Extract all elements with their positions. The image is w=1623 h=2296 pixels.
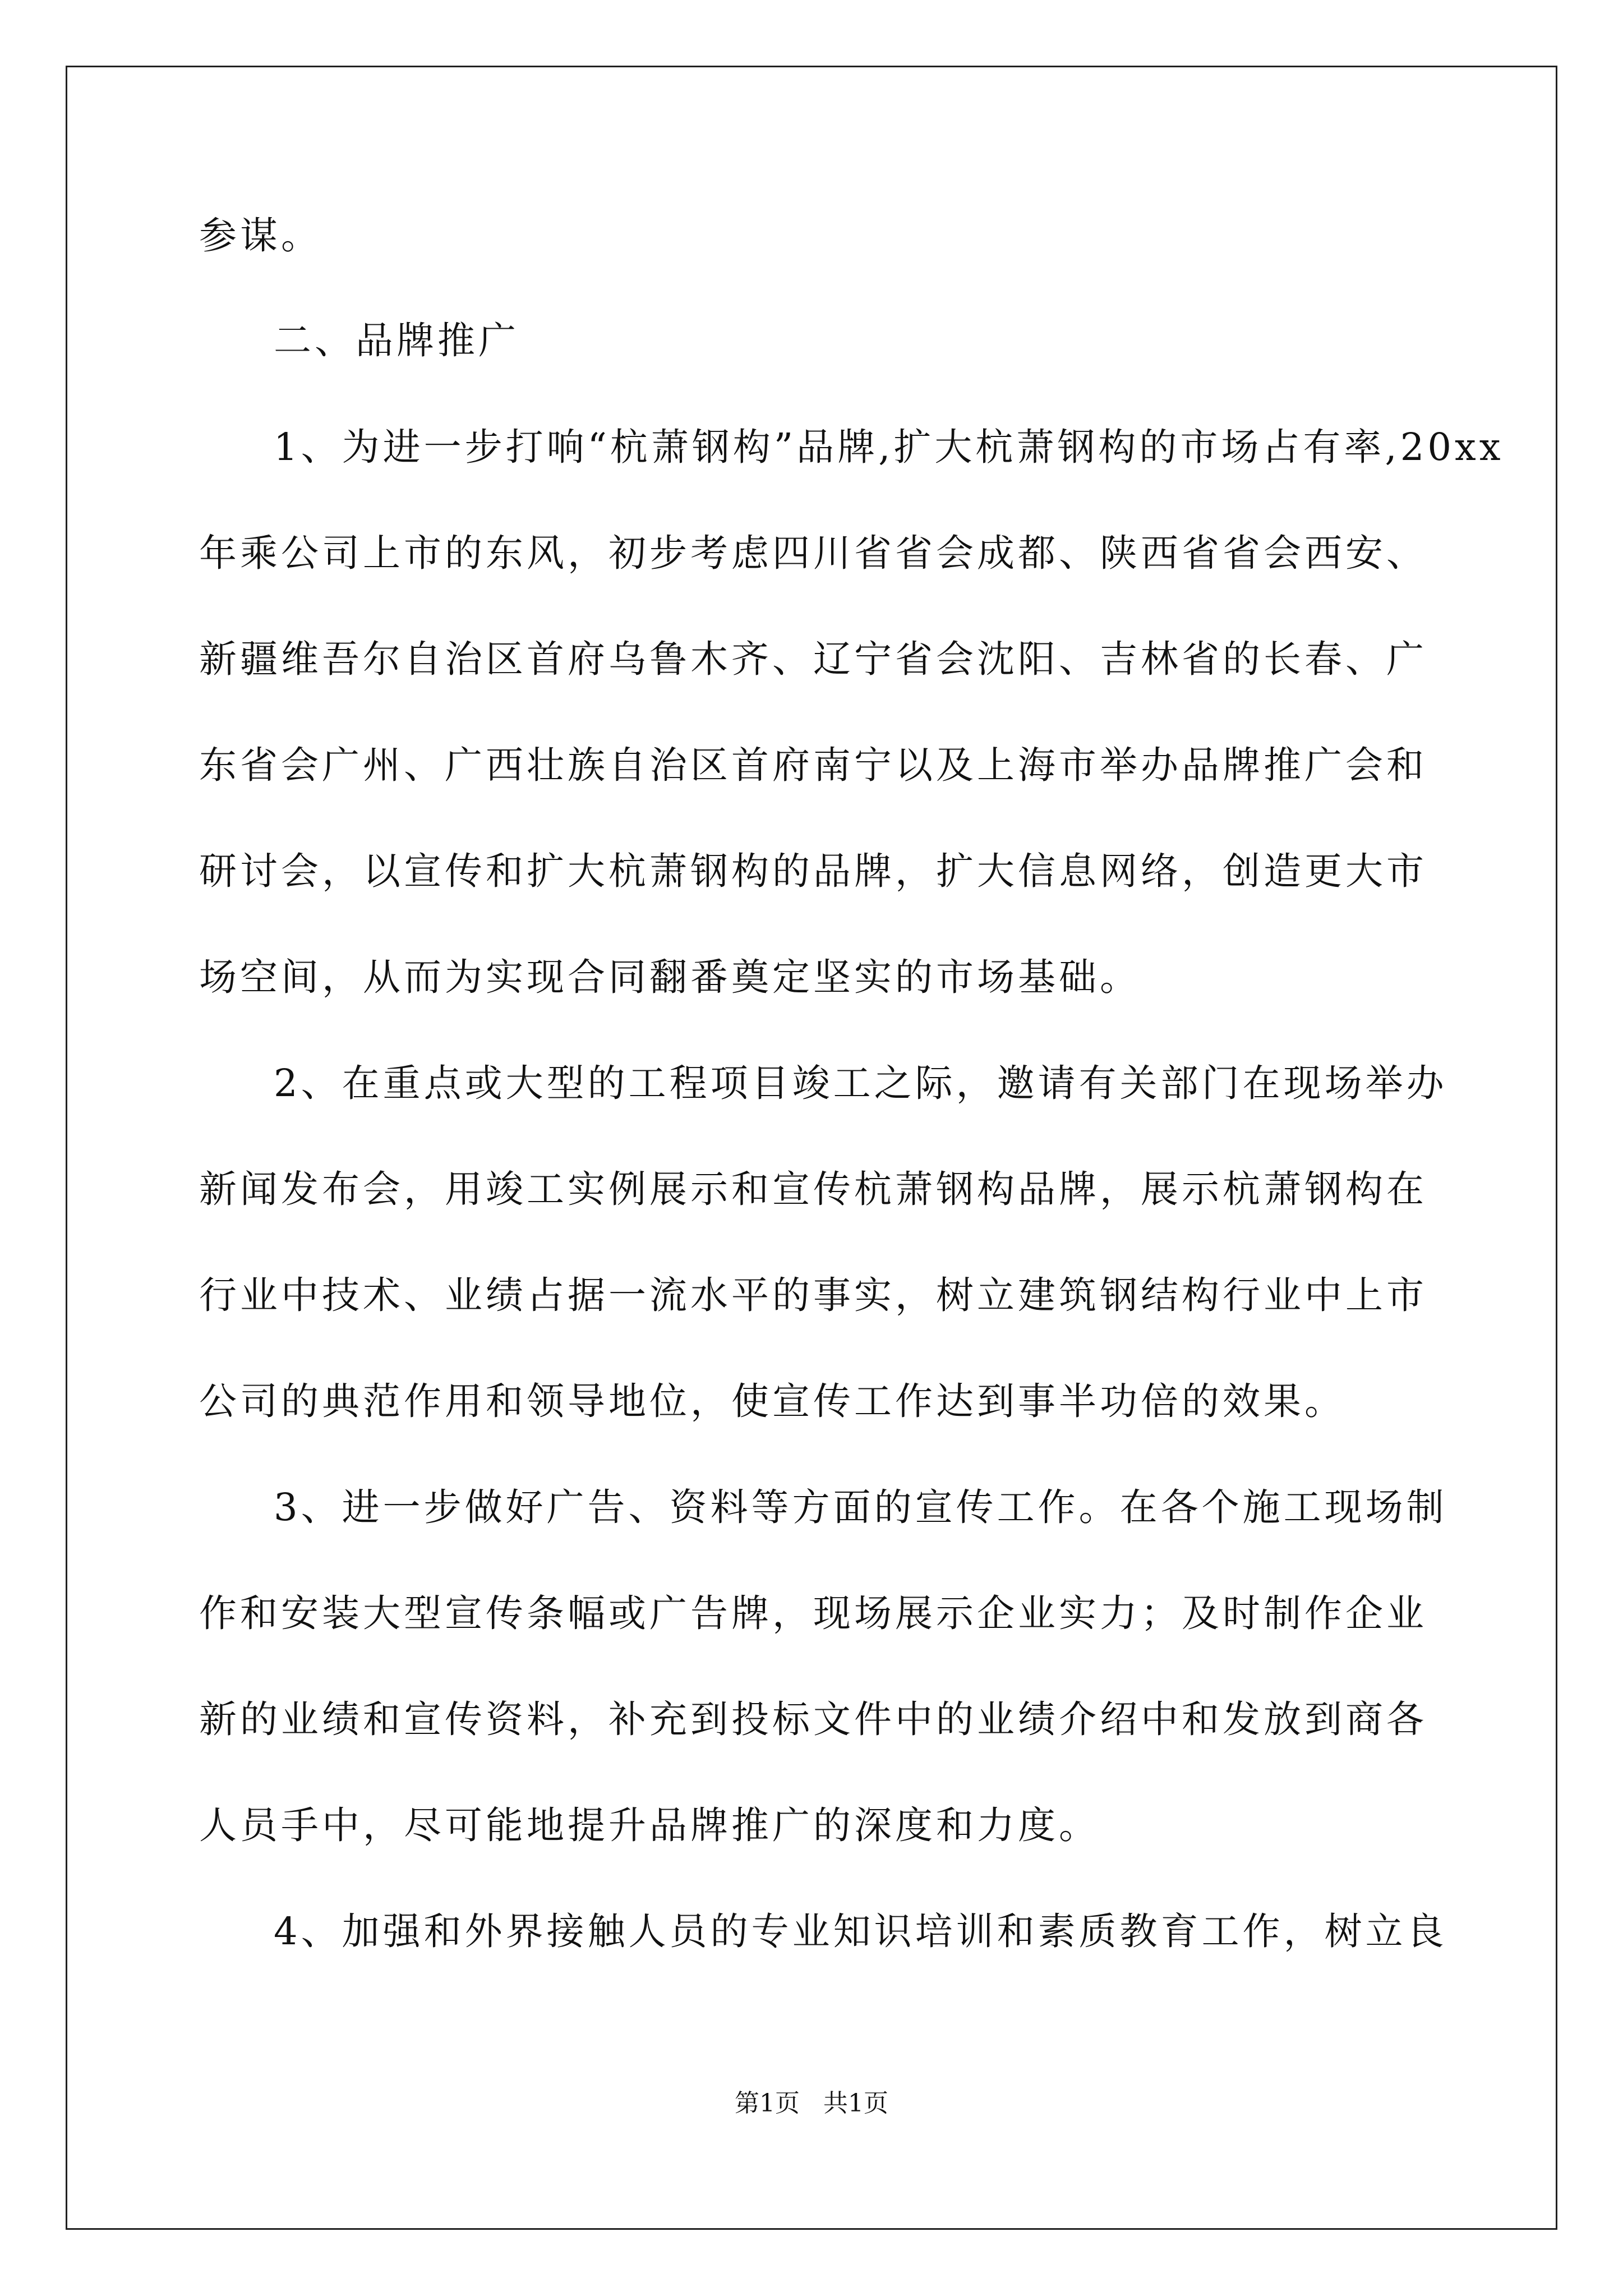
text-line: 2、在重点或大型的工程项目竣工之际，邀请有关部门在现场举办 xyxy=(274,1061,1447,1105)
text-line: 新的业绩和宣传资料，补充到投标文件中的业绩介绍中和发放到商各 xyxy=(199,1697,1427,1741)
text-line: 东省会广州、广西壮族自治区首府南宁以及上海市举办品牌推广会和 xyxy=(199,743,1427,787)
page-footer: 第1页 共1页 xyxy=(735,2089,888,2118)
text-line: 行业中技术、业绩占据一流水平的事实，树立建筑钢结构行业中上市 xyxy=(199,1273,1427,1317)
text-line: 1、为进一步打响“杭萧钢构”品牌,扩大杭萧钢构的市场占有率,20xx xyxy=(274,425,1504,469)
text-line: 作和安装大型宣传条幅或广告牌，现场展示企业实力；及时制作企业 xyxy=(199,1591,1427,1635)
text-line: 4、加强和外界接触人员的专业知识培训和素质教育工作，树立良 xyxy=(274,1910,1447,1953)
text-line: 参谋。 xyxy=(199,214,322,257)
text-line: 新闻发布会，用竣工实例展示和宣传杭萧钢构品牌，展示杭萧钢构在 xyxy=(199,1167,1427,1211)
text-line: 场空间，从而为实现合同翻番奠定坚实的市场基础。 xyxy=(199,955,1141,999)
section-heading: 二、品牌推广 xyxy=(274,319,519,362)
text-line: 新疆维吾尔自治区首府乌鲁木齐、辽宁省会沈阳、吉林省的长春、广 xyxy=(199,637,1427,681)
text-line: 研讨会，以宣传和扩大杭萧钢构的品牌，扩大信息网络，创造更大市 xyxy=(199,849,1427,893)
text-line: 人员手中，尽可能地提升品牌推广的深度和力度。 xyxy=(199,1803,1100,1847)
text-line: 3、进一步做好广告、资料等方面的宣传工作。在各个施工现场制 xyxy=(274,1485,1447,1529)
text-line: 年乘公司上市的东风，初步考虑四川省省会成都、陕西省省会西安、 xyxy=(199,531,1427,575)
text-line: 公司的典范作用和领导地位，使宣传工作达到事半功倍的效果。 xyxy=(199,1379,1345,1423)
